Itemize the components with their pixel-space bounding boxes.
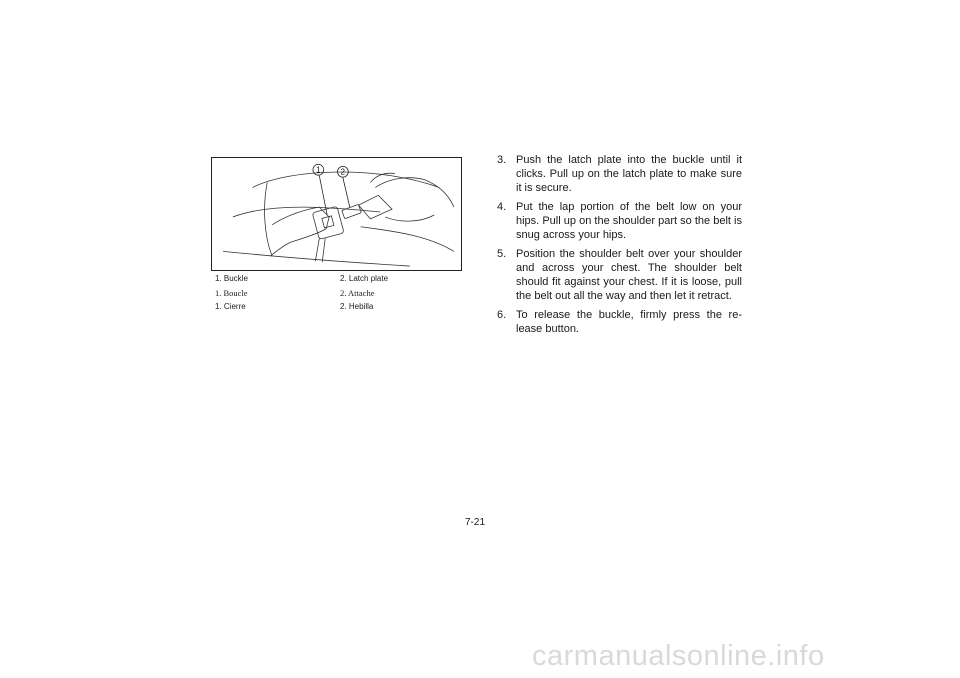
caption-buckle-en: 1. Buckle [215, 274, 248, 283]
step-number: 6. [497, 309, 507, 321]
page-number: 7-21 [465, 517, 486, 528]
step-text: Push the latch plate into the buckle until it clicks. Pull up on the latch plate to make sure it is secure. [516, 154, 742, 194]
step-text: Position the shoulder belt over your shoulder and across your chest. The shoulder belt should fit against your chest. If it is loose, pull the belt out all the way and then let it retract. [516, 248, 742, 302]
buckle-latch-drawing [212, 158, 461, 270]
caption-row-english [215, 275, 465, 289]
caption-row-french [215, 289, 465, 303]
caption-latch-plate-fr: 2. Attache [340, 288, 375, 298]
callout-1-label: 1 [316, 165, 321, 175]
callout-2-label: 2 [340, 167, 346, 177]
step-text: Put the lap portion of the belt low on your hips. Pull up on the shoulder part so the belt is snug across your hips. [516, 201, 742, 241]
step-item [497, 308, 742, 336]
caption-row-spanish [215, 303, 465, 317]
seatbelt-illustration [211, 157, 462, 271]
step-item [497, 200, 742, 242]
step-number: 3. [497, 154, 507, 166]
step-item [497, 247, 742, 303]
instruction-steps [497, 153, 742, 341]
site-watermark: carmanualsonline.info [532, 640, 825, 672]
step-text: To release the buckle, firmly press the re-lease button. [516, 309, 742, 335]
step-item [497, 153, 742, 195]
figure-captions [215, 275, 465, 317]
caption-buckle-es: 1. Cierre [215, 302, 246, 311]
caption-latch-plate-en: 2. Latch plate [340, 274, 389, 283]
caption-latch-plate-es: 2. Hebilla [340, 302, 374, 311]
step-number: 4. [497, 201, 507, 213]
caption-buckle-fr: 1. Boucle [215, 288, 248, 298]
step-number: 5. [497, 248, 507, 260]
